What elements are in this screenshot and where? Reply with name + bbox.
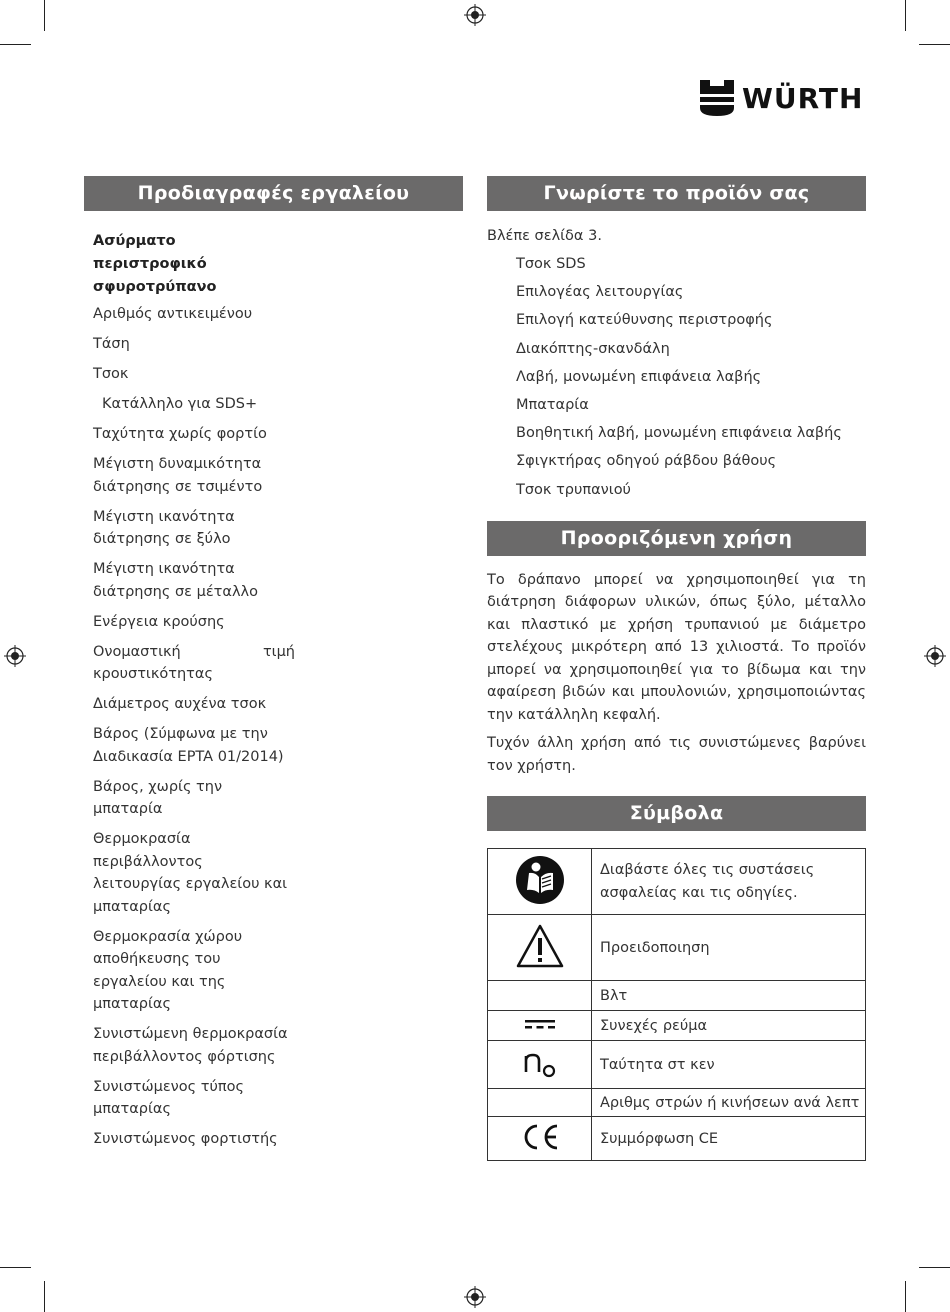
part-item: Βοηθητική λαβή, μονωμένη επιφάνεια λαβής bbox=[516, 425, 842, 442]
spec-title: Ασύρματο περιστροφικό σφυροτρύπανο bbox=[93, 233, 217, 295]
registration-mark-icon bbox=[4, 645, 26, 667]
symbol-cell bbox=[488, 915, 592, 981]
spec-item-word: τιμή bbox=[262, 643, 295, 660]
crop-mark-top-left-h bbox=[0, 44, 31, 45]
symbol-cell bbox=[488, 981, 592, 1011]
part-item: Σφιγκτήρας οδηγού ράβδου βάθους bbox=[516, 453, 777, 470]
spec-item-word: Ονομαστική bbox=[93, 643, 181, 660]
symbol-description: Διαβάστε όλες τις συστάσεις ασφαλείας και τις οδηγίες. bbox=[592, 849, 866, 915]
part-item: Διακόπτης-σκανδάλη bbox=[516, 340, 670, 357]
ce-mark-icon bbox=[519, 1123, 561, 1151]
product-intro: Βλέπε σελίδα 3. bbox=[487, 228, 602, 244]
spec-item: Αριθμός αντικειμένου bbox=[93, 306, 253, 322]
symbol-description: Βλτ bbox=[592, 981, 866, 1011]
intended-use-paragraph: Το δράπανο μπορεί να χρησιμοποιηθεί για τη διάτρηση διάφορων υλικών, όπως ξύλο, μέταλλο και πλαστικό με χρήση τρυπανιού με διάμετρο στελέχους μικρότερη από 13 χιλιοστά. Το προϊόν μπορεί να χρησιμοποιηθεί για το βίδωμα και την αφαίρεση βιδών και μπουλονιών, χρησιμοποιώντας την κατάλληλη κεφαλή. bbox=[487, 571, 866, 723]
spec-header: Προδιαγραφές εργαλείου bbox=[84, 176, 463, 211]
spec-item: Συνιστώμενος φορτιστής bbox=[93, 1131, 278, 1147]
spec-item: Τάση bbox=[93, 336, 130, 352]
table-row bbox=[488, 1011, 866, 1041]
table-row bbox=[488, 915, 866, 981]
spec-item: Διάμετρος αυχένα τσοκ bbox=[93, 696, 267, 712]
crop-mark-bottom-right-v bbox=[905, 1281, 906, 1312]
registration-mark-icon bbox=[464, 4, 486, 26]
symbol-cell bbox=[488, 1011, 592, 1041]
crop-mark-bottom-right-h bbox=[919, 1267, 950, 1268]
symbol-cell bbox=[488, 1117, 592, 1161]
spec-item: Μέγιστη δυναμικότητα διάτρησης σε τσιμέντο bbox=[93, 456, 263, 495]
table-row bbox=[488, 1089, 866, 1117]
crop-mark-top-left-v bbox=[44, 0, 45, 31]
spec-item: Ενέργεια κρούσης bbox=[93, 613, 225, 630]
table-row bbox=[488, 981, 866, 1011]
spec-item-impact-rate bbox=[93, 641, 295, 686]
spec-list bbox=[93, 303, 295, 1151]
crop-mark-top-right-v bbox=[905, 0, 906, 31]
spec-item: Βάρος, χωρίς την μπαταρία bbox=[93, 778, 223, 817]
intended-use-paragraph: Τυχόν άλλη χρήση από τις συνιστώμενες βαρύνει τον χρήστη. bbox=[487, 735, 866, 774]
symbols-header: Σύμβολα bbox=[487, 796, 866, 831]
spec-item-word: κρουστικότητας bbox=[93, 666, 213, 682]
part-item: Λαβή, μονωμένη επιφάνεια λαβής bbox=[516, 368, 762, 385]
parts-list bbox=[516, 250, 866, 504]
spec-item: Θερμοκρασία περιβάλλοντος λειτουργίας εργαλείου και μπαταρίας bbox=[93, 831, 288, 915]
spec-section bbox=[84, 176, 463, 1151]
symbol-description: Συνεχές ρεύμα bbox=[592, 1011, 866, 1041]
registration-mark-icon bbox=[924, 645, 946, 667]
crop-mark-bottom-left-h bbox=[0, 1267, 31, 1268]
wurth-emblem-icon bbox=[700, 80, 734, 116]
part-item: Μπαταρία bbox=[516, 397, 589, 414]
symbol-description: Συμμόρφωση CE bbox=[592, 1117, 866, 1161]
symbol-description: Ταύτητα στ κεν bbox=[592, 1041, 866, 1089]
intended-use-header: Προοριζόμενη χρήση bbox=[487, 521, 866, 556]
warning-triangle-icon bbox=[516, 923, 564, 969]
brand-logo bbox=[700, 80, 863, 116]
spec-item: Κατάλληλο για SDS+ bbox=[102, 396, 258, 412]
part-item: Τσοκ τρυπανιού bbox=[516, 481, 631, 498]
symbol-description: Αριθμς στρών ή κινήσεων ανά λεπτ bbox=[592, 1089, 866, 1117]
crop-mark-bottom-left-v bbox=[44, 1281, 45, 1312]
no-load-speed-icon bbox=[523, 1048, 557, 1078]
part-item: Επιλογή κατεύθυνσης περιστροφής bbox=[516, 312, 773, 329]
table-row bbox=[488, 1041, 866, 1089]
spec-item: Τσοκ bbox=[93, 366, 129, 382]
table-row bbox=[488, 1117, 866, 1161]
product-header: Γνωρίστε το προϊόν σας bbox=[487, 176, 866, 211]
part-item: Επιλογέας λειτουργίας bbox=[516, 284, 684, 301]
spec-item: Μέγιστη ικανότητα διάτρησης σε ξύλο bbox=[93, 508, 235, 547]
registration-mark-icon bbox=[464, 1286, 486, 1308]
spec-item: Θερμοκρασία χώρου αποθήκευσης του εργαλείου και της μπαταρίας bbox=[93, 928, 243, 1012]
brand-name: WÜRTH bbox=[742, 81, 864, 115]
symbol-cell bbox=[488, 1089, 592, 1117]
symbols-table bbox=[487, 848, 866, 1161]
spec-item: Συνιστώμενος τύπος μπαταρίας bbox=[93, 1078, 245, 1117]
read-manual-icon bbox=[515, 855, 565, 905]
spec-item: Συνιστώμενη θερμοκρασία περιβάλλοντος φόρτισης bbox=[93, 1026, 288, 1065]
part-item: Τσοκ SDS bbox=[516, 256, 586, 272]
table-row bbox=[488, 849, 866, 915]
direct-current-icon bbox=[524, 1018, 556, 1030]
product-section bbox=[487, 176, 866, 1161]
symbol-cell bbox=[488, 849, 592, 915]
spec-item: Βάρος (Σύμφωνα με την Διαδικασία EPTA 01/2014) bbox=[93, 726, 284, 765]
symbol-description: Προειδοποιηση bbox=[592, 915, 866, 981]
crop-mark-top-right-h bbox=[919, 44, 950, 45]
spec-item: Μέγιστη ικανότητα διάτρησης σε μέταλλο bbox=[93, 561, 258, 600]
spec-item: Ταχύτητα χωρίς φορτίο bbox=[93, 426, 267, 442]
symbol-cell bbox=[488, 1041, 592, 1089]
